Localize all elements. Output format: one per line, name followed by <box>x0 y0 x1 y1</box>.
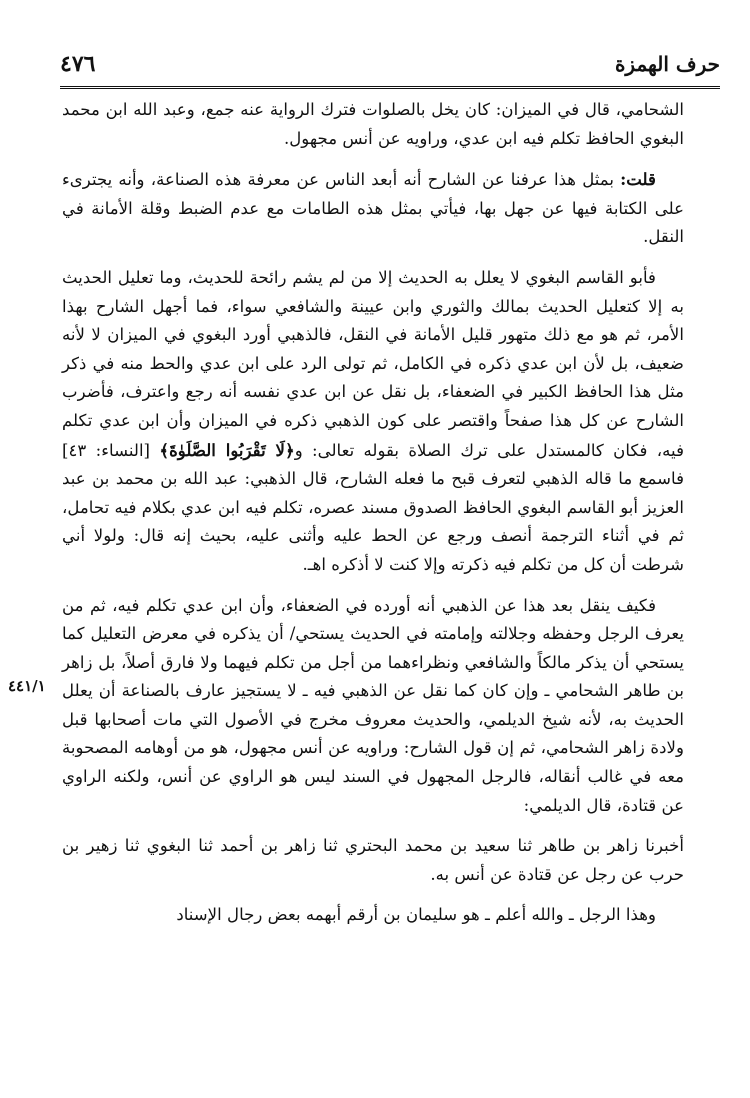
paragraph-2-text: بمثل هذا عرفنا عن الشارح أنه أبعد الناس عن معرفة هذه الصناعة، وأنه يجترىء على الكتابة فيها عن جهل بها، فيأتي بمثل هذه الطامات مع عدم الضبط وقلة الأمانة في النقل. <box>62 170 684 247</box>
paragraph-3-text: فأبو القاسم البغوي لا يعلل به الحديث إلا من لم يشم رائحة للحديث، وما تعليل الحديث به إلا كتعليل الحديث بمالك والثوري وابن عيينة والشافعي سواء، فما أجهل الشارح بهذا الأمر، ثم هو مع ذلك متهور قليل الأمانة في النقل، فالذهبي أورد البغوي في الميزان لا لأنه ضعيف، بل لأن ابن عدي ذكره في الكامل، ثم تولى الرد على ابن عدي والحط منه في ذكر مثل هذا الحافظ الكبير في الضعفاء، بل نقل عن ابن عدي نفسه أنه رجع واعترف، فأضرب الشارح عن كل هذا صفحاً واقتصر على كون الذهبي ذكره في الميزان وأن ابن عدي تكلم فيه، فكان كالمستدل على ترك الصلاة بقوله تعالى: و <box>62 267 685 460</box>
page-header <box>60 44 720 84</box>
quran-verse: ﴿لَا تَقْرَبُوا الصَّلَوٰةَ﴾ <box>159 439 295 460</box>
paragraph-2 <box>62 165 684 252</box>
page-body <box>62 96 684 930</box>
paragraph-4: فكيف ينقل بعد هذا عن الذهبي أنه أورده في الضعفاء، وأن ابن عدي تكلم فيه، ثم من يعرف الرجل وحفظه وجلالته وإمامته في الحديث يستحي/ أن يذكره في معرض التعليل كما يستحي أن يذكر مالكاً والشافعي ونظراءهما من أجل من تكلم فيهما ولا فارق أصلاً، بل زاهر بن طاهر الشحامي ـ وإن كان كما نقل عن الذهبي فيه ـ لا يستجيز عارف بالصناعة أن يعلل الحديث به، لأنه شيخ الديلمي، والحديث معروف مخرج في الأصول التي مات أصحابها قبل ولادة زاهر الشحامي، ثم إن قول الشارح: وراويه عن أنس مجهول، هو من أوهامه المصحوبة معه في غالب أنقاله، فالرجل المجهول في السند ليس هو الراوي عن أنس، ولكنه الراوي عن قتادة، قال الديلمي: <box>62 595 684 815</box>
margin-marker: ٤٤١/١ <box>8 677 46 695</box>
header-rule <box>60 86 720 89</box>
qult-label: قلت: <box>620 169 656 190</box>
paragraph-5: أخبرنا زاهر بن طاهر ثنا سعيد بن محمد البحتري ثنا زاهر بن أحمد ثنا البغوي ثنا زهير بن حرب عن رجل عن قتادة عن أنس به. <box>62 836 684 884</box>
paragraph-3 <box>62 264 684 580</box>
chapter-title: حرف الهمزة <box>614 52 720 76</box>
quran-citation: [النساء: ٤٣] <box>62 440 160 460</box>
paragraph-1: الشحامي، قال في الميزان: كان يخل بالصلوات فترك الرواية عنه جمع، وعبد الله ابن محمد البغوي الحافظ تكلم فيه ابن عدي، وراويه عن أنس مجهول. <box>62 100 684 148</box>
paragraph-3-rest: فاسمع ما قاله الذهبي لتعرف قبح ما فعله الشارح، قال الذهبي: عبد الله بن محمد بن عبد العزيز أبو القاسم البغوي الحافظ الصدوق مسند عصره، تكلم فيه ابن عدي بكلام فيه تحامل، ثم في أثناء الترجمة أنصف ورجع عن الحط عليه وأثنى عليه، بحيث إنه قال: ولولا أني شرطت أن كل من تكلم فيه ذكرته وإلا كنت لا أذكره اهـ. <box>62 469 684 574</box>
page-number: ٤٧٦ <box>60 51 96 77</box>
paragraph-6: وهذا الرجل ـ والله أعلم ـ هو سليمان بن أرقم أبهمه بعض رجال الإسناد <box>176 905 656 925</box>
